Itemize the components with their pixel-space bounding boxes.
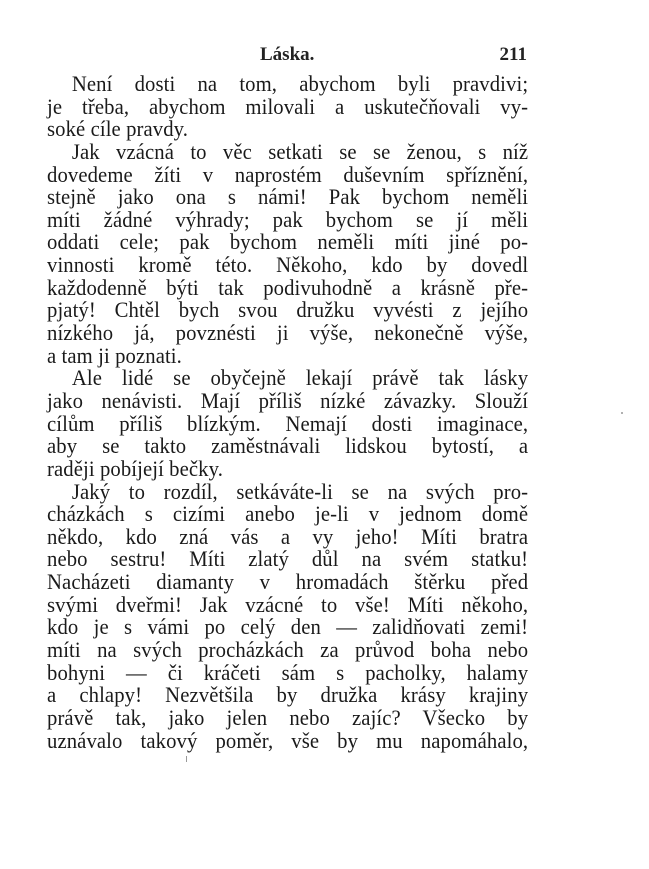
- text-line: míti na svých procházkách za průvod boha nebo: [47, 637, 529, 663]
- text-line: cházkách s cizími anebo je-li v jednom domě: [47, 501, 529, 527]
- text-line: a chlapy! Nezvětšila by družka krásy krajiny: [47, 682, 529, 708]
- text-line: soké cíle pravdy.: [47, 116, 189, 142]
- text-line: dovedeme žíti v naprostém duševním spříznění,: [47, 161, 529, 187]
- text-line: stejně jako ona s námi! Pak bychom neměli: [47, 184, 529, 210]
- text-line: nebo sestru! Míti zlatý důl na svém statku!: [47, 546, 529, 572]
- text-line: cílům příliš blízkým. Nemají dosti imaginace,: [47, 410, 529, 436]
- text-line: bohyni — či kráčeti sám s pacholky, halamy: [47, 659, 529, 685]
- text-line: Jaký to rozdíl, setkáváte-li se na svých pro-: [71, 478, 529, 504]
- text-line: nízkého já, povznésti ji výše, nekonečně výše,: [47, 320, 529, 346]
- text-line: každodenně býti tak podivuhodně a krásně pře-: [47, 274, 529, 300]
- text-line: a tam ji poznati.: [47, 342, 182, 368]
- scan-speck: [621, 412, 623, 414]
- text-line: raději pobíjejí bečky.: [47, 455, 223, 481]
- text-line: Není dosti na tom, abychom byli pravdivi;: [71, 71, 529, 96]
- running-header: [47, 44, 527, 68]
- text-line: někdo, kdo zná vás a vy jeho! Míti bratra: [47, 523, 529, 549]
- text-line: Jak vzácná to věc setkati se se ženou, s níž: [71, 138, 529, 164]
- chapter-title: Láska.: [260, 44, 315, 65]
- text-line: vinnosti kromě této. Někoho, kdo by dovedl: [47, 252, 529, 278]
- body-text: [47, 73, 528, 752]
- text-line: je třeba, abychom milovali a uskutečňovali vy-: [47, 93, 529, 119]
- scan-speck: [186, 756, 187, 762]
- text-line: uznávalo takový poměr, vše by mu napomáhalo,: [47, 727, 529, 753]
- text-line: svými dveřmi! Jak vzácné to vše! Míti někoho,: [47, 591, 529, 617]
- text-line: kdo je s vámi po celý den — zalidňovati zemi!: [47, 614, 529, 640]
- text-line: jako nenávisti. Mají příliš nízké závazky. Slouží: [47, 387, 529, 413]
- page-number: 211: [499, 44, 527, 65]
- text-line: pjatý! Chtěl bych svou družku vyvésti z jejího: [47, 297, 529, 323]
- text-line: oddati cele; pak bychom neměli míti jiné po-: [47, 229, 529, 255]
- text-line: Ale lidé se obyčejně lekají právě tak lásky: [71, 365, 529, 391]
- text-line: Nacházeti diamanty v hromadách štěrku před: [47, 569, 529, 595]
- text-line: míti žádné výhrady; pak bychom se jí měli: [47, 206, 529, 232]
- text-line: právě tak, jako jelen nebo zajíc? Všecko by: [47, 704, 529, 730]
- text-line: aby se takto zaměstnávali lidskou bytostí, a: [47, 433, 529, 459]
